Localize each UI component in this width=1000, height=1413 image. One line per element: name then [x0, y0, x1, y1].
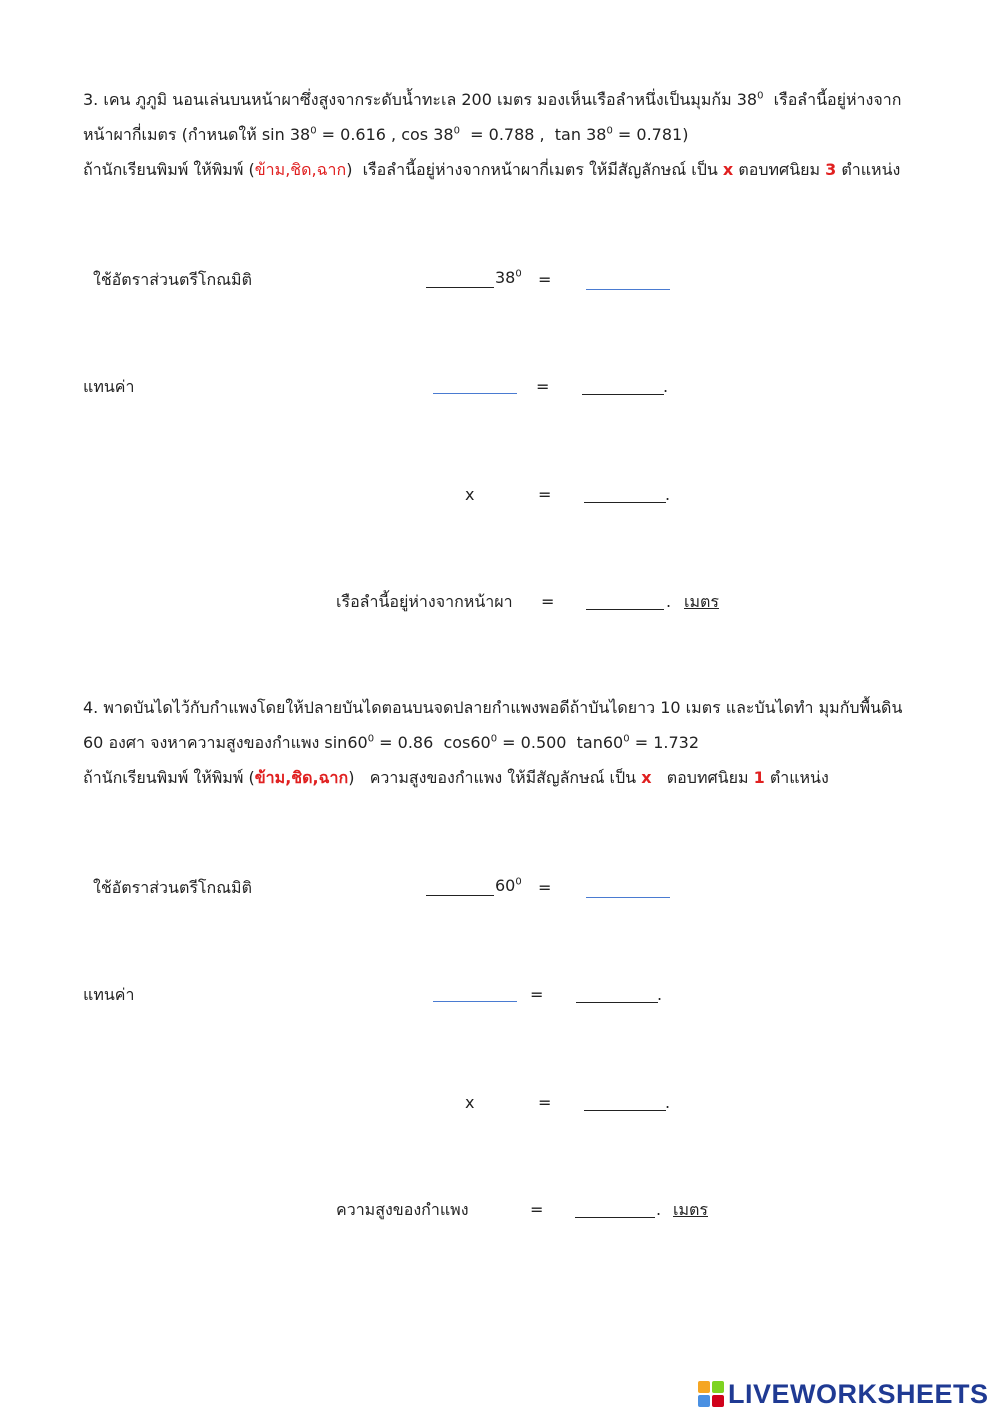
- q4-answer-input[interactable]: [575, 1217, 655, 1218]
- liveworksheets-logo-icon: [698, 1381, 724, 1407]
- liveworksheets-logo: [698, 1379, 989, 1409]
- liveworksheets-logo-text: LIVEWORKSHEETS: [728, 1378, 989, 1409]
- q4-instruction: ถ้านักเรียนพิมพ์ ให้พิมพ์ (ข้าม,ชิด,ฉาก) ความสูงของกำแพง ให้มีสัญลักษณ์ เป็น x ตอบทศนิยม 1 ตำแหน่ง: [83, 768, 829, 787]
- q4-ratio-function-input[interactable]: [426, 895, 494, 896]
- q3-substitute-equals: =: [536, 377, 550, 396]
- q4-substitute-equals: =: [530, 985, 544, 1004]
- q4-x-value-input[interactable]: [584, 1110, 666, 1111]
- q3-angle: $38^0$: [495, 268, 522, 287]
- q3-substitute-left-input[interactable]: [433, 393, 517, 394]
- q4-answer-equals: =: [530, 1200, 544, 1219]
- q4-problem-line2: 60 องศา จงหาความสูงของกำแพง $\sin 60^0 = 0.86$ $\cos 60^0 = 0.500$ $\tan 60^0 = 1.732$: [83, 733, 699, 752]
- q3-x-equals: =: [538, 485, 552, 504]
- q4-x-dot: .: [665, 1093, 671, 1112]
- q3-x-label: x: [465, 485, 475, 504]
- q3-answer-equals: =: [541, 592, 555, 611]
- q3-answer-input[interactable]: [586, 609, 664, 610]
- q4-ratio-answer-input[interactable]: [586, 897, 670, 898]
- q4-substitute-dot: .: [657, 985, 663, 1004]
- q3-substitute-label: แทนค่า: [83, 377, 135, 396]
- q4-substitute-right-input[interactable]: [576, 1002, 658, 1003]
- q3-ratio-label: ใช้อัตราส่วนตรีโกณมิติ: [93, 270, 252, 289]
- q4-substitute-label: แทนค่า: [83, 985, 135, 1004]
- q4-answer-dot: .: [656, 1200, 662, 1219]
- q4-keywords: ข้าม,ชิด,ฉาก: [254, 768, 349, 787]
- q3-keywords: ข้าม,ชิด,ฉาก: [254, 160, 347, 179]
- q3-x-value-input[interactable]: [584, 502, 666, 503]
- q3-answer-dot: .: [666, 592, 672, 611]
- q3-problem-line1: 3. เคน ภูภูมิ นอนเล่นบนหน้าผาซึ่งสูงจากระดับน้ำทะเล 200 เมตร มองเห็นเรือลำหนึ่งเป็นมุมก้ม $38^0$ เรือลำนี้อยู่ห่างจาก: [83, 90, 902, 109]
- q4-angle: $60^0$: [495, 876, 522, 895]
- q4-substitute-left-input[interactable]: [433, 1001, 517, 1002]
- q4-ratio-label: ใช้อัตราส่วนตรีโกณมิติ: [93, 878, 252, 897]
- q3-substitute-right-input[interactable]: [582, 394, 664, 395]
- q3-substitute-dot: .: [663, 377, 669, 396]
- q3-answer-label: เรือลำนี้อยู่ห่างจากหน้าผา: [336, 592, 513, 611]
- q3-ratio-equals: =: [538, 270, 552, 289]
- q3-ratio-answer-input[interactable]: [586, 289, 670, 290]
- q4-answer-label: ความสูงของกำแพง: [336, 1200, 469, 1219]
- q4-ratio-equals: =: [538, 878, 552, 897]
- q3-x-dot: .: [665, 485, 671, 504]
- q4-problem-line1: 4. พาดบันไดไว้กับกำแพงโดยให้ปลายบันไดตอนบนจดปลายกำแพงพอดีถ้าบันไดยาว 10 เมตร และบันไดทำ มุมกับพื้นดิน: [83, 698, 903, 717]
- q4-x-equals: =: [538, 1093, 552, 1112]
- q3-answer-unit: เมตร: [684, 592, 719, 611]
- q3-ratio-function-input[interactable]: [426, 287, 494, 288]
- q4-x-label: x: [465, 1093, 475, 1112]
- q3-instruction: ถ้านักเรียนพิมพ์ ให้พิมพ์ (ข้าม,ชิด,ฉาก) เรือลำนี้อยู่ห่างจากหน้าผากี่เมตร ให้มีสัญลักษณ์ เป็น x ตอบทศนิยม 3 ตำแหน่ง: [83, 160, 901, 179]
- q3-problem-line2: หน้าผากี่เมตร (กำหนดให้ $\sin 38^0 = 0.616$ , $\cos 38^0 = 0.788$ , $\tan 38^0 = 0.781$): [83, 125, 689, 144]
- q4-answer-unit: เมตร: [673, 1200, 708, 1219]
